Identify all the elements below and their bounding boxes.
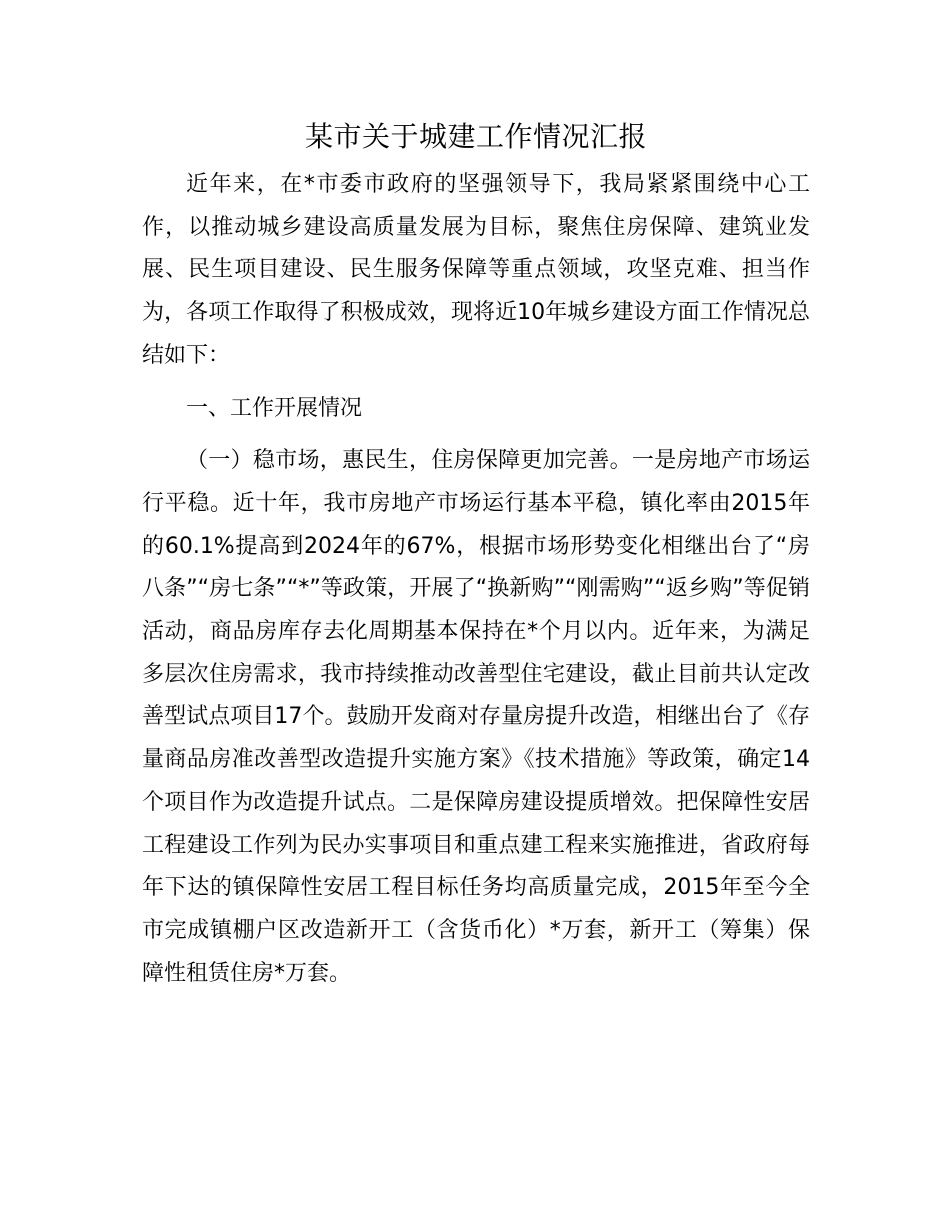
section-heading: 一、工作开展情况 — [186, 395, 363, 421]
intro-paragraph: 近年来，在*市委市政府的坚强领导下，我局紧紧围绕中心工作，以推动城乡建设高质量发展为目标，聚焦住房保障、建筑业发展、民生项目建设、民生服务保障等重点领域，攻坚克难、担当作为，各项工作取得了积极成效，现将近10年城乡建设方面工作情况总结如下： — [142, 172, 810, 368]
section-paragraph: （一）稳市场，惠民生，住房保障更加完善。一是房地产市场运行平稳。近十年，我市房地产市场运行基本平稳，镇化率由2015年的60.1%提高到2024年的67%，根据市场形势变化相继出台了“房八条”“房七条”“*”等政策，开展了“换新购”“刚需购”“返乡购”等促销活动，商品房库存去化周期基本保持在*个月以内。近年来，为满足多层次住房需求，我市持续推动改善型住宅建设，截止目前共认定改善型试点项目17个。鼓励开发商对存量房提升改造，相继出台了《存量商品房准改善型改造提升实施方案》《技术措施》等政策，确定14个项目作为改造提升试点。二是保障房建设提质增效。把保障性安居工程建设工作列为民办实事项目和重点建工程来实施推进，省政府每年下达的镇保障性安居工程目标任务均高质量完成，2015年至今全市完成镇棚户区改造新开工（含货币化）*万套，新开工（筹集）保障性租赁住房*万套。 — [142, 448, 810, 986]
document-title: 某市关于城建工作情况汇报 — [304, 120, 647, 153]
document-page — [142, 112, 810, 995]
